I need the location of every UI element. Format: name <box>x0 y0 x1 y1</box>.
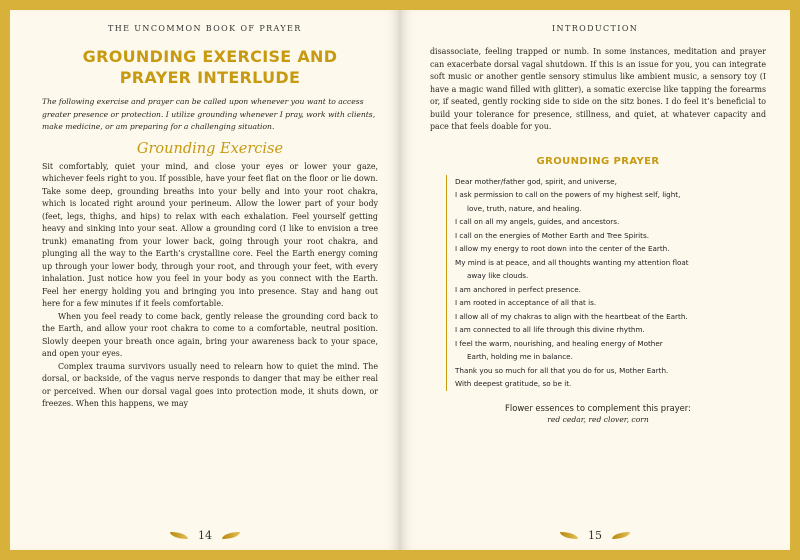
prayer-line: I am anchored in perfect presence. <box>455 284 581 294</box>
prayer-line: love, truth, nature, and healing. <box>467 203 582 213</box>
prayer-line: I feel the warm, nourishing, and healing energy of Mother <box>455 338 663 348</box>
leaf-ornament-icon <box>170 532 188 539</box>
intro-paragraph: The following exercise and prayer can be called upon whenever you want to access greater presence or protection. I utilize grounding whenever I pray, work with clients, make medicine, or am preparing for a challenging situation. <box>42 97 376 131</box>
prayer-line: I ask permission to call on the powers of my highest self, light, <box>455 190 681 199</box>
body-paragraph: When you feel ready to come back, gently release the grounding cord back to the Earth, and allow your root chakra to come to a comfortable, neutral position. Slowly deepen your breath once again, bring your awareness back to your space, and open your eyes. <box>42 311 378 358</box>
section-heading: Grounding Exercise <box>136 140 284 157</box>
prayer-line: I call on all my angels, guides, and ancestors. <box>455 217 620 226</box>
prayer-line: Thank you so much for all that you do for us, Mother Earth. <box>455 365 669 375</box>
prayer-line: I allow all of my chakras to align with the heartbeat of the Earth. <box>455 311 688 321</box>
page-number-right <box>400 529 790 542</box>
body-paragraph: Complex trauma survivors usually need to relearn how to quiet the mind. The dorsal, or backside, of the vagus nerve responds to danger that may be either real or perceived. When our dorsal vagal goes into protection mode, it shuts down, or freezes. When this happens, we may <box>42 361 378 408</box>
chapter-title-line2: PRAYER INTERLUDE <box>119 68 301 87</box>
book-spread <box>10 10 790 550</box>
prayer-line: I am connected to all life through this divine rhythm. <box>455 325 645 334</box>
leaf-ornament-icon <box>612 532 630 539</box>
leaf-ornament-icon <box>560 532 578 539</box>
prayer-line: Earth, holding me in balance. <box>467 352 573 361</box>
left-page-content <box>42 46 378 411</box>
flower-essences-list: red cedar, red clover, corn <box>547 414 649 424</box>
prayer-line: I allow my energy to root down into the center of the Earth. <box>455 244 670 253</box>
page-number: 15 <box>588 529 602 542</box>
continued-paragraph: disassociate, feeling trapped or numb. In some instances, meditation and prayer can exacerbate dorsal vagal shutdown. If this is an issue for you, you can integrate soft music or another gentle sensory stimulus like ambient music, a sensory toy (I have a magic wand filled with glitter), a somatic exercise like tapping the forearms or, if seated, gently rocking side to side on the sitz bones. I do feel it’s beneficial to build your tolerance for presence, stillness, and quiet, at whatever capacity and pace that feels doable for you. <box>430 47 766 131</box>
left-page <box>10 10 400 550</box>
prayer-block <box>446 175 766 391</box>
page-number-left <box>10 529 400 542</box>
leaf-ornament-icon <box>222 532 240 539</box>
running-head-left: THE UNCOMMON BOOK OF PRAYER <box>108 24 302 33</box>
prayer-line: I call on the energies of Mother Earth and Tree Spirits. <box>455 230 649 240</box>
body-paragraph: Sit comfortably, quiet your mind, and close your eyes or lower your gaze, whichever feels right to you. If possible, have your feet flat on the floor or lie down. Take some deep, grounding breaths into your belly and into your root chakra, which is located right around your perineum. Allow the lower part of your body (feet, legs, thighs, and hips) to relax with each exhalation. Feel yourself getting heavy and sinking into your seat. Allow a grounding cord (I like to envision a tree trunk) emanating from your lower back, going through your root chakra, and plunging all the way to the Earth’s crystalline core. Feel the Earth energy coming up through your lower body, through your root, and through your feet, with every inhalation. Just notice how you feel in your body as you connect with the Earth. Feel her energy holding you and bringing you into presence. Stay and hang out here for a few minutes if it feels comfortable. <box>42 161 378 308</box>
prayer-line: With deepest gratitude, so be it. <box>455 379 572 388</box>
prayer-heading: GROUNDING PRAYER <box>536 155 660 167</box>
prayer-line: away like clouds. <box>467 271 529 280</box>
right-page-content <box>430 46 766 424</box>
running-head-right: INTRODUCTION <box>552 24 639 33</box>
chapter-title-line1: GROUNDING EXERCISE AND <box>82 47 338 66</box>
prayer-line: My mind is at peace, and all thoughts wanting my attention float <box>455 257 689 267</box>
prayer-line: I am rooted in acceptance of all that is. <box>455 298 597 307</box>
right-page <box>400 10 790 550</box>
page-number: 14 <box>198 529 212 542</box>
flower-essences-title: Flower essences to complement this prayer: <box>505 402 691 413</box>
chapter-title <box>42 46 378 88</box>
prayer-line: Dear mother/father god, spirit, and universe, <box>455 176 617 186</box>
